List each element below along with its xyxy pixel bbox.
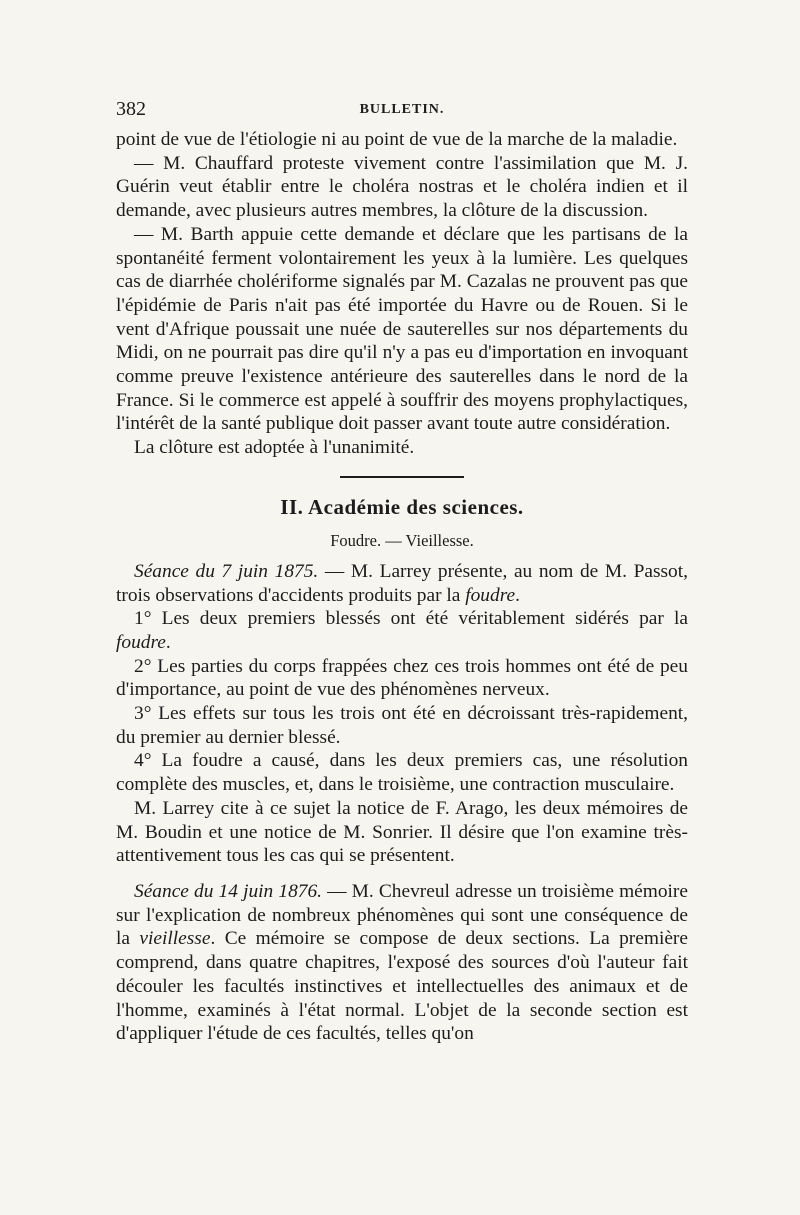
paragraph-continuation: point de vue de l'étiologie ni au point de vue de la marche de la maladie. — [116, 129, 678, 150]
seance-text: — M. Larrey présente, au nom de M. Passot, trois observations d'accidents produits par la — [116, 560, 688, 606]
page-number: 382 — [116, 98, 146, 120]
seance-text: — M. Chevreul adresse un troisième mémoire sur l'explication de nombreux phénomènes qui sont une conséquence de la — [116, 880, 688, 950]
seance-date: Séance du 7 juin 1875. — [134, 560, 319, 582]
section-title: II. Académie des sciences. — [280, 494, 524, 519]
point-1-text: 1° Les deux premiers blessés ont été véritablement sidérés par la — [134, 608, 688, 630]
paragraph-point-4: 4° La foudre a causé, dans les deux premiers cas, une résolution complète des muscles, et, dans le troisième, une contraction musculaire. — [116, 750, 688, 796]
paragraph-larrey: M. Larrey cite à ce sujet la notice de F. Arago, les deux mémoires de M. Boudin et une notice de M. Sonrier. Il désire que l'on examine très-attentivement tous les cas qui se présentent. — [116, 797, 688, 867]
paragraph-point-2: 2° Les parties du corps frappées chez ces trois hommes ont été de peu d'importance, au point de vue des phénomènes nerveux. — [116, 655, 688, 701]
foudre-term: foudre — [116, 631, 166, 653]
paragraph-point-1 — [116, 607, 688, 654]
page-header — [116, 98, 688, 128]
paragraph-seance-1875 — [116, 560, 688, 607]
point-1-end: . — [165, 631, 171, 653]
vieillesse-term: vieillesse — [139, 928, 211, 950]
seance-text-end: . — [515, 584, 520, 606]
paragraph-seance-1876 — [116, 880, 688, 1046]
paragraph-chauffard: — M. Chauffard proteste vivement contre l'assimilation que M. J. Guérin veut établir entre le choléra nostras et le choléra indien et il demande, avec plusieurs autres membres, la clôture de la discussion. — [116, 152, 688, 222]
body-text — [116, 128, 688, 1046]
seance-date: Séance du 14 juin 1876. — [134, 880, 322, 902]
section-subhead: Foudre. — Vieillesse. — [330, 530, 474, 550]
foudre-term: foudre — [465, 584, 516, 606]
seance-text-end: . Ce mémoire se compose de deux sections. La première comprend, dans quatre chapitres, l'exposé des sources d'où l'auteur fait découler les facultés instinctives et intellectuelles des animaux et de l'homme, examinés à l'état normal. L'objet de la seconde section est d'appliquer l'étude de ces facultés, telles qu'on — [116, 928, 688, 1045]
section-divider — [340, 476, 464, 478]
paragraph-barth: — M. Barth appuie cette demande et déclare que les partisans de la spontanéité ferment volontairement les yeux à la lumière. Les quelques cas de diarrhée cholériforme signalés par M. Cazalas ne prouvent pas que l'épidémie de Paris n'ait pas été importée du Havre ou de Rouen. Si le vent d'Afrique poussait une nuée de sauterelles sur nos départements du Midi, on ne pourrait pas dire qu'il n'y a pas eu d'importation en invoquant comme preuve l'existence antérieure des sauterelles dans le nord de la France. Si le commerce est appelé à souffrir des moyens prophylactiques, l'intérêt de la santé publique doit passer avant toute autre considération. — [116, 223, 688, 435]
running-head: BULLETIN. — [359, 102, 445, 117]
paragraph-closure: La clôture est adoptée à l'unanimité. — [134, 437, 415, 459]
paragraph-point-3: 3° Les effets sur tous les trois ont été en décroissant très-rapidement, du premier au dernier blessé. — [116, 703, 688, 748]
